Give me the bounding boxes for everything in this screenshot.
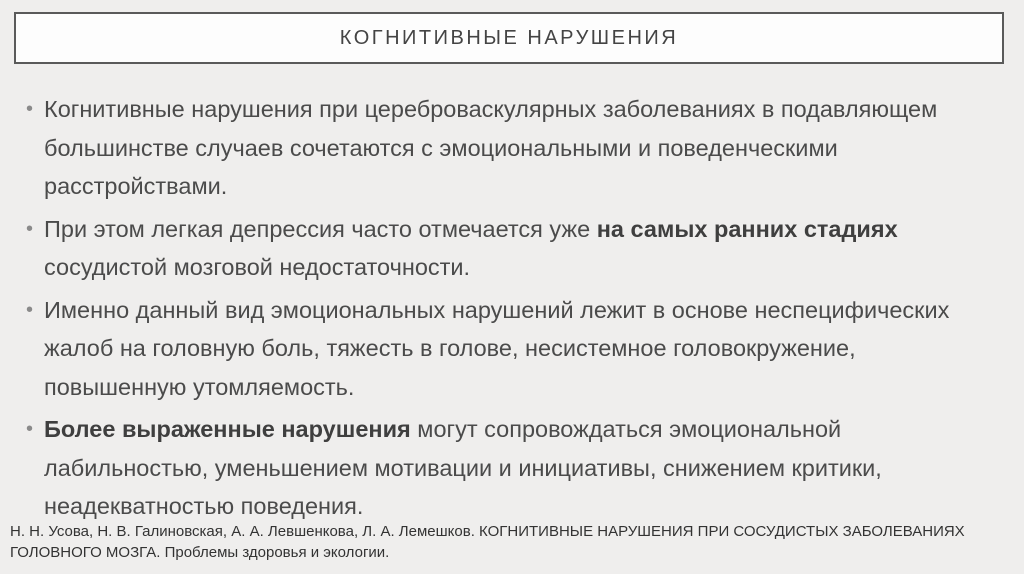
bullet-text: могут сопровождаться эмоциональной лабильностью, уменьшением мотивации и инициативы, снижением критики, неадекватностью поведения. — [44, 416, 882, 519]
bullet-marker: • — [26, 418, 34, 440]
bullet-item — [24, 210, 984, 287]
bullet-item — [24, 291, 984, 407]
slide-title: КОГНИТИВНЫЕ НАРУШЕНИЯ — [339, 26, 679, 49]
bullet-text: Когнитивные нарушения при цереброваскулярных заболеваниях в подавляющем большинстве случаев сочетаются с эмоциональными и поведенческими расстройствами. — [44, 96, 938, 199]
bullet-text: сосудистой мозговой недостаточности. — [44, 254, 471, 280]
bullet-item — [24, 90, 984, 206]
slide-title-box — [14, 12, 1004, 64]
bullet-marker: • — [26, 217, 34, 240]
bullet-text: При этом легкая депрессия часто отмечается уже — [44, 215, 597, 242]
bullet-marker: • — [26, 298, 34, 321]
footnote-citation: Н. Н. Усова, Н. В. Галиновская, А. А. Левшенкова, Л. А. Лемешков. КОГНИТИВНЫЕ НАРУШЕНИЯ ПРИ СОСУДИСТЫХ ЗАБОЛЕВАНИЯХ ГОЛОВНОГО МОЗГА. Проблемы здоровья и экологии. — [10, 523, 965, 561]
bullet-list — [24, 90, 984, 530]
bullet-item — [24, 410, 984, 526]
bullet-text: Именно данный вид эмоциональных нарушений лежит в основе неспецифических жалоб на головную боль, тяжесть в голове, несистемное головокружение, повышенную утомляемость. — [44, 296, 950, 400]
bullet-emphasis: на самых ранних стадиях — [596, 215, 898, 242]
bullet-emphasis: Более выраженные нарушения — [44, 416, 411, 442]
bullet-marker: • — [26, 98, 34, 120]
